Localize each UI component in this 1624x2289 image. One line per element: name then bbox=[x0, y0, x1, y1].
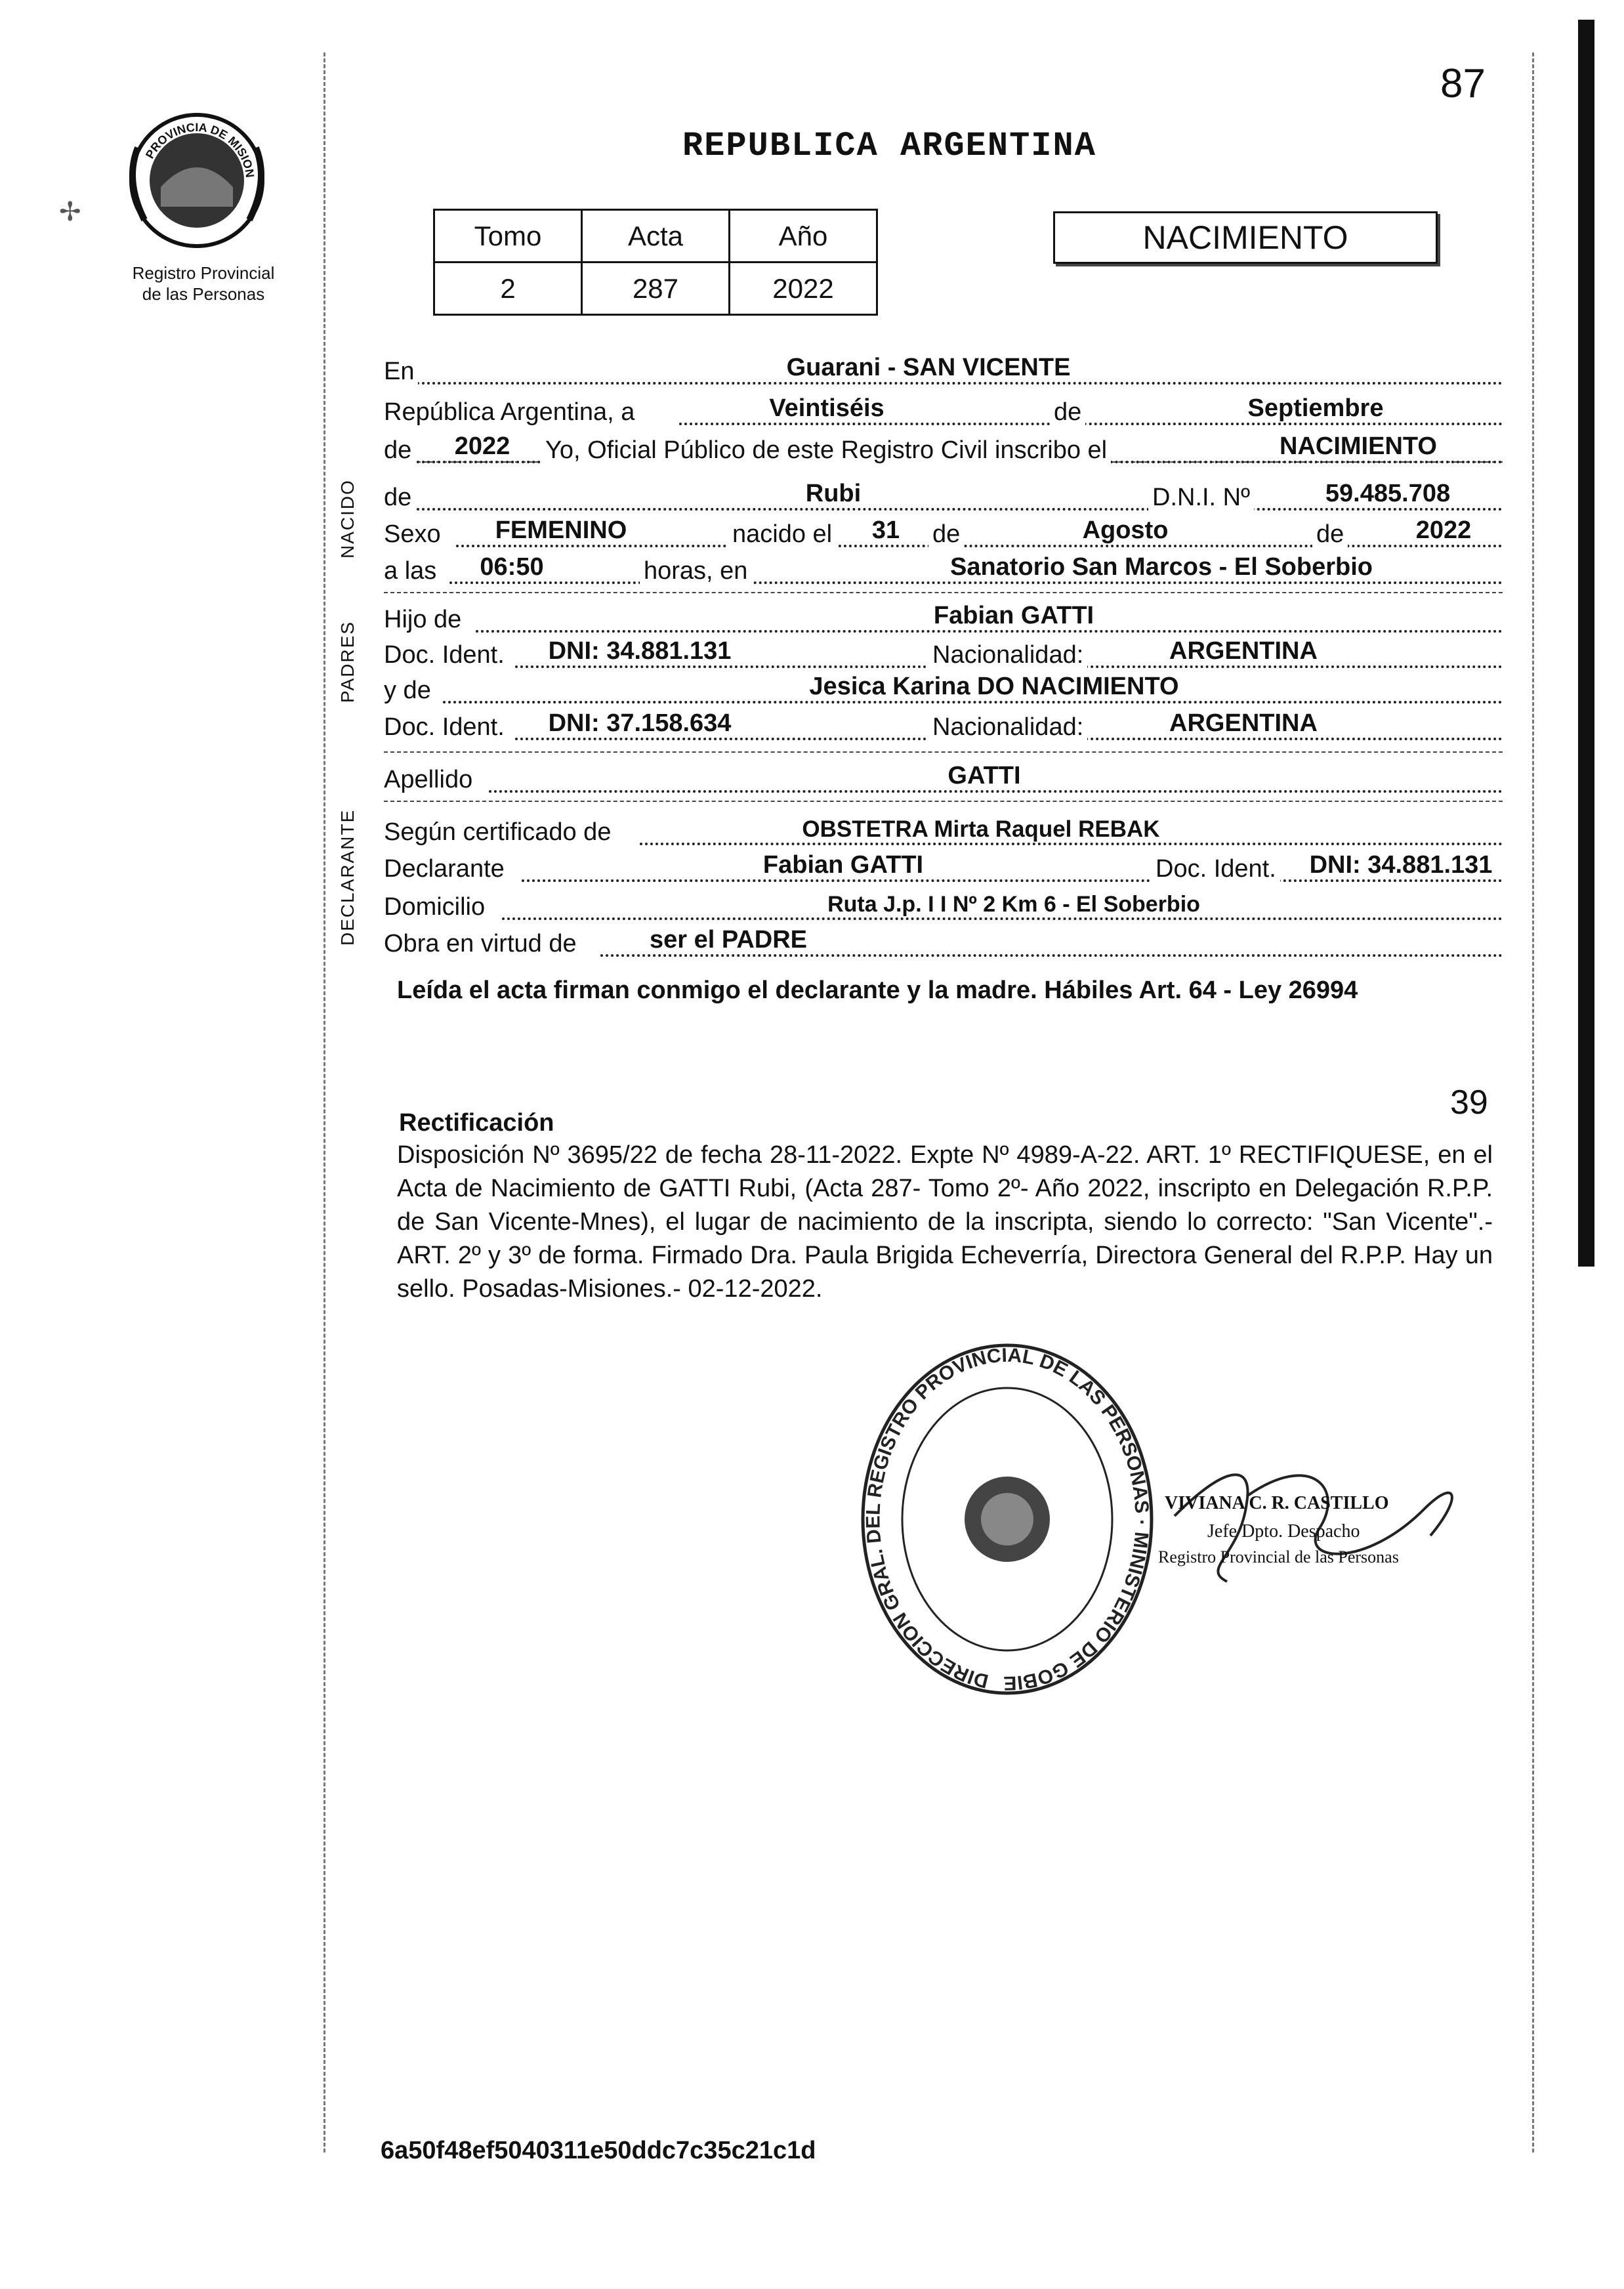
apellido-label: Apellido bbox=[384, 766, 476, 794]
ref-value-acta: 287 bbox=[582, 262, 730, 315]
row-declarante bbox=[384, 845, 1503, 886]
registry-name bbox=[108, 262, 299, 304]
official-seal bbox=[856, 1335, 1158, 1703]
madre-value: Jesica Karina DO NACIMIENTO bbox=[809, 673, 1179, 700]
signer-org: Registro Provincial de las Personas bbox=[1158, 1547, 1399, 1566]
ref-value-row bbox=[434, 262, 877, 315]
sexo-label: Sexo bbox=[384, 520, 445, 549]
side-label-declarante: DECLARANTE bbox=[337, 808, 358, 946]
certificado-label: Según certificado de bbox=[384, 818, 615, 847]
en-label: En bbox=[384, 358, 418, 386]
record-reference-table bbox=[433, 209, 878, 316]
declarante-value: Fabian GATTI bbox=[762, 851, 924, 879]
row-madre bbox=[384, 667, 1503, 707]
padre-nac-label: Nacionalidad: bbox=[928, 641, 1087, 669]
margin-mark: ✢ bbox=[59, 198, 81, 226]
ref-header-anio: Año bbox=[730, 210, 877, 262]
hora-value: 06:50 bbox=[480, 553, 544, 581]
domicilio-value: Ruta J.p. I I Nº 2 Km 6 - El Soberbio bbox=[827, 892, 1200, 917]
lugar-value: Sanatorio San Marcos - El Soberbio bbox=[949, 553, 1373, 581]
obra-label: Obra en virtud de bbox=[384, 930, 581, 958]
padre-nac: ARGENTINA bbox=[1169, 637, 1318, 665]
rectificacion-body: Disposición Nº 3695/22 de fecha 28-11-2022. Expte Nº 4989-A-22. ART. 1º RECTIFIQUESE, en el Acta de Nacimiento de GATTI Rubi, (Acta 287- Tomo 2º- Año 2022, inscripto en Delegación R.P.P. de San Vicente-Mnes), el lugar de nacimiento de la inscripta, siendo lo correcto: "San Vicente".- ART. 2º y 3º de forma. Firmado Dra. Paula Brigida Echeverría, Directora General del R.P.P. Hay un sello. Posadas-Misiones.- 02-12-2022. bbox=[397, 1141, 1493, 1303]
row-hora bbox=[384, 547, 1503, 588]
dia-value: Veintiséis bbox=[769, 394, 885, 422]
obra-value: ser el PADRE bbox=[649, 926, 808, 954]
mes-value: Septiembre bbox=[1247, 394, 1384, 422]
declarante-doc-label: Doc. Ident. bbox=[1152, 855, 1280, 883]
nac-de-label: de bbox=[928, 520, 964, 549]
signer-title: Jefe Dpto. Despacho bbox=[1207, 1521, 1360, 1542]
padre-doc-label: Doc. Ident. bbox=[384, 641, 509, 669]
registry-line2: de las Personas bbox=[142, 284, 265, 304]
dni-label: D.N.I. Nº bbox=[1148, 484, 1254, 512]
signer-name: VIVIANA C. R. CASTILLO bbox=[1165, 1493, 1389, 1513]
declarante-doc: DNI: 34.881.131 bbox=[1309, 851, 1493, 879]
declarante-label: Declarante bbox=[384, 855, 509, 883]
sexo-value: FEMENINO bbox=[495, 516, 627, 544]
madre-doc-label: Doc. Ident. bbox=[384, 713, 509, 742]
row-sexo bbox=[384, 511, 1503, 551]
row-acto bbox=[384, 427, 1503, 467]
registry-logo bbox=[125, 108, 269, 253]
separator-2 bbox=[384, 592, 1503, 593]
yde-label: y de bbox=[384, 677, 435, 705]
ref-value-anio: 2022 bbox=[730, 262, 877, 315]
domicilio-label: Domicilio bbox=[384, 893, 489, 921]
registry-line1: Registro Provincial bbox=[132, 263, 275, 283]
signature-scrawl bbox=[1148, 1437, 1489, 1595]
madre-nac-label: Nacionalidad: bbox=[928, 713, 1087, 742]
nacido-label: nacido el bbox=[728, 520, 836, 549]
de-nombre-label: de bbox=[384, 484, 415, 512]
left-margin-line bbox=[323, 52, 325, 2152]
doc-type: NACIMIENTO bbox=[1142, 219, 1348, 256]
row-domicilio bbox=[384, 883, 1503, 924]
ref-header-acta: Acta bbox=[582, 210, 730, 262]
side-label-nacido: NACIDO bbox=[337, 479, 358, 558]
nombre-value: Rubi bbox=[805, 480, 862, 507]
acto-value: NACIMIENTO bbox=[1280, 432, 1437, 460]
oficial-text: Yo, Oficial Público de este Registro Civil inscribo el bbox=[541, 436, 1111, 465]
side-label-padres: PADRES bbox=[337, 620, 358, 703]
nac-de2-label: de bbox=[1312, 520, 1348, 549]
dni-value: 59.485.708 bbox=[1325, 480, 1451, 507]
ref-header-row bbox=[434, 210, 877, 262]
apellido-value: GATTI bbox=[947, 762, 1021, 789]
svg-text:DIRECCION GRAL. DEL REGISTRO P: DIRECCION GRAL. DEL REGISTRO PROVINCIAL DE LAS PERSONAS · MINISTERIO DE GOBIE bbox=[862, 1344, 1153, 1694]
doc-type-box bbox=[1053, 211, 1438, 264]
ref-value-tomo: 2 bbox=[434, 262, 582, 315]
row-obra bbox=[384, 920, 1503, 961]
nac-mes: Agosto bbox=[1082, 516, 1169, 544]
row-apellido bbox=[384, 756, 1503, 797]
row-madre-doc bbox=[384, 704, 1503, 744]
en-value: Guarani - SAN VICENTE bbox=[786, 354, 1071, 381]
signature-block bbox=[1148, 1437, 1489, 1595]
madre-doc: DNI: 37.158.634 bbox=[548, 709, 732, 737]
separator-4 bbox=[384, 801, 1503, 802]
row-certificado bbox=[384, 808, 1503, 849]
nac-anio: 2022 bbox=[1415, 516, 1472, 544]
page-number: 87 bbox=[1440, 61, 1486, 106]
a-las-label: a las bbox=[384, 557, 440, 585]
svg-text:PROVINCIA DE MISIONES: PROVINCIA DE MISION bbox=[143, 120, 257, 178]
hijo-label: Hijo de bbox=[384, 606, 465, 634]
de-anio-label: de bbox=[384, 436, 415, 465]
certificado-value: OBSTETRA Mirta Raquel REBAK bbox=[802, 816, 1160, 842]
rectificacion-number: 39 bbox=[1450, 1083, 1488, 1122]
right-margin-line bbox=[1532, 52, 1534, 2152]
de-label: de bbox=[1050, 398, 1085, 427]
separator-3 bbox=[384, 751, 1503, 753]
closing-text: Leída el acta firman conmigo el declarante y la madre. Hábiles Art. 64 - Ley 26994 bbox=[397, 976, 1358, 1004]
anio-value: 2022 bbox=[454, 432, 510, 460]
row-padre bbox=[384, 596, 1503, 637]
padre-value: Fabian GATTI bbox=[933, 602, 1094, 629]
padre-doc: DNI: 34.881.131 bbox=[548, 637, 732, 665]
republica-label: República Argentina, a bbox=[384, 398, 638, 427]
right-edge-bar bbox=[1578, 20, 1594, 1267]
ref-header-tomo: Tomo bbox=[434, 210, 582, 262]
row-nombre bbox=[384, 474, 1503, 514]
document-hash: 6a50f48ef5040311e50ddc7c35c21c1d bbox=[381, 2137, 816, 2164]
row-en bbox=[384, 348, 1503, 388]
madre-nac: ARGENTINA bbox=[1169, 709, 1318, 737]
horas-label: horas, en bbox=[640, 557, 751, 585]
rectificacion-title: Rectificación bbox=[399, 1109, 554, 1137]
nac-dia: 31 bbox=[871, 516, 900, 544]
row-fecha bbox=[384, 388, 1503, 429]
country-title: REPUBLICA ARGENTINA bbox=[682, 127, 1096, 165]
row-padre-doc bbox=[384, 631, 1503, 672]
